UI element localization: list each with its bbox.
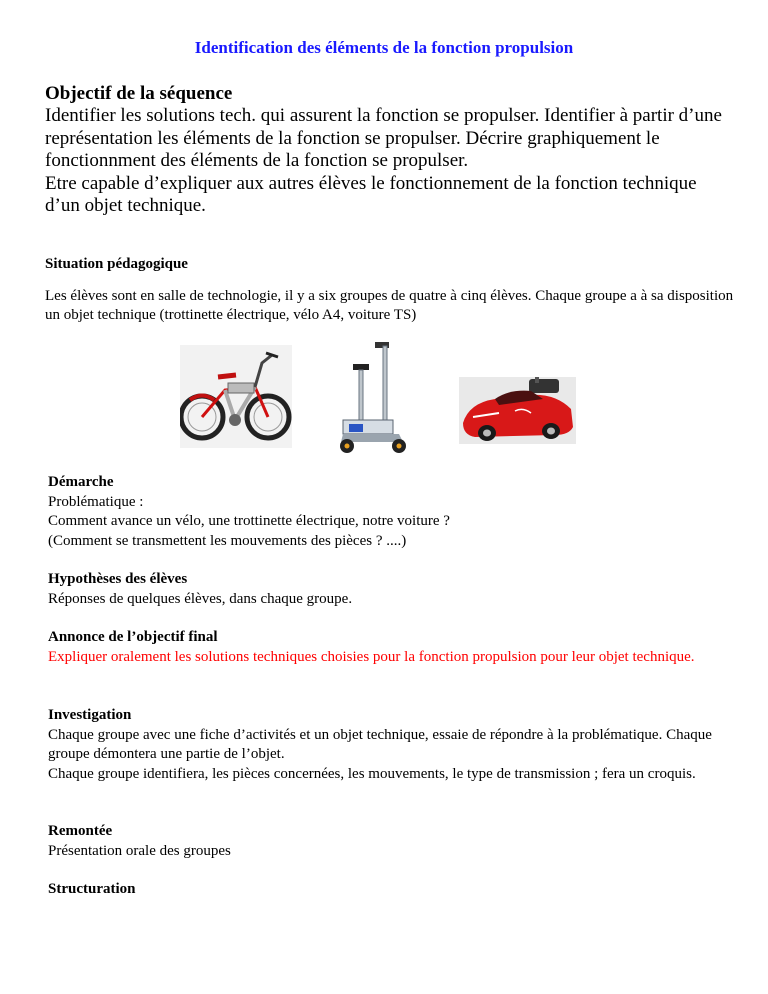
annonce-heading: Annonce de l’objectif final (48, 629, 218, 645)
annonce-text: Expliquer oralement les solutions techniques choisies pour la fonction propulsion pour leur objet technique. (48, 648, 695, 665)
remontee-section (48, 822, 738, 861)
demarche-heading: Démarche (48, 474, 114, 490)
structuration-section (48, 880, 738, 900)
demarche-line: (Comment se transmettent les mouvements des pièces ? ....) (48, 532, 407, 549)
investigation-line: Chaque groupe avec une fiche d’activités et un objet technique, essaie de répondre à la problématique. Chaque groupe démontera une partie de l’objet. (48, 726, 712, 762)
page-title: Identification des éléments de la fonction propulsion (194, 38, 574, 57)
demarche-line: Comment avance un vélo, une trottinette électrique, notre voiture ? (48, 513, 450, 529)
hypotheses-section (48, 570, 738, 609)
rc-car-image (459, 377, 576, 444)
demarche-line: Problématique : (48, 493, 144, 510)
objective-paragraph: Identifier les solutions tech. qui assurent la fonction se propulser. Identifier à partir d’une représentation les éléments de la fonction se propulser. Décrire graphiquement le fonctionnment des éléments de la fonction se propulser. (45, 105, 722, 171)
objective-paragraph: Etre capable d’expliquer aux autres élèves le fonctionnement de la fonction technique d’un objet technique. (45, 172, 697, 216)
remontee-text: Présentation orale des groupes (48, 842, 231, 859)
bicycle-image (180, 345, 292, 448)
objective-heading: Objectif de la séquence (45, 83, 233, 104)
investigation-heading: Investigation (48, 707, 132, 723)
scooter-image (333, 338, 415, 456)
hypotheses-heading: Hypothèses des élèves (48, 571, 188, 587)
structuration-heading: Structuration (48, 881, 136, 897)
situation-text: Les élèves sont en salle de technologie, il y a six groupes de quatre à cinq élèves. Chaque groupe a à sa disposition un objet technique (trottinette électrique, vélo A4, voiture TS) (45, 288, 734, 323)
objective-text (45, 105, 735, 218)
investigation-section (48, 706, 738, 784)
annonce-section (48, 628, 738, 667)
situation-heading: Situation pédagogique (45, 256, 188, 272)
investigation-line: Chaque groupe identifiera, les pièces concernées, les mouvements, le type de transmission ; fera un croquis. (48, 765, 696, 782)
demarche-section (48, 473, 738, 551)
remontee-heading: Remontée (48, 823, 113, 839)
hypotheses-text: Réponses de quelques élèves, dans chaque groupe. (48, 590, 353, 607)
